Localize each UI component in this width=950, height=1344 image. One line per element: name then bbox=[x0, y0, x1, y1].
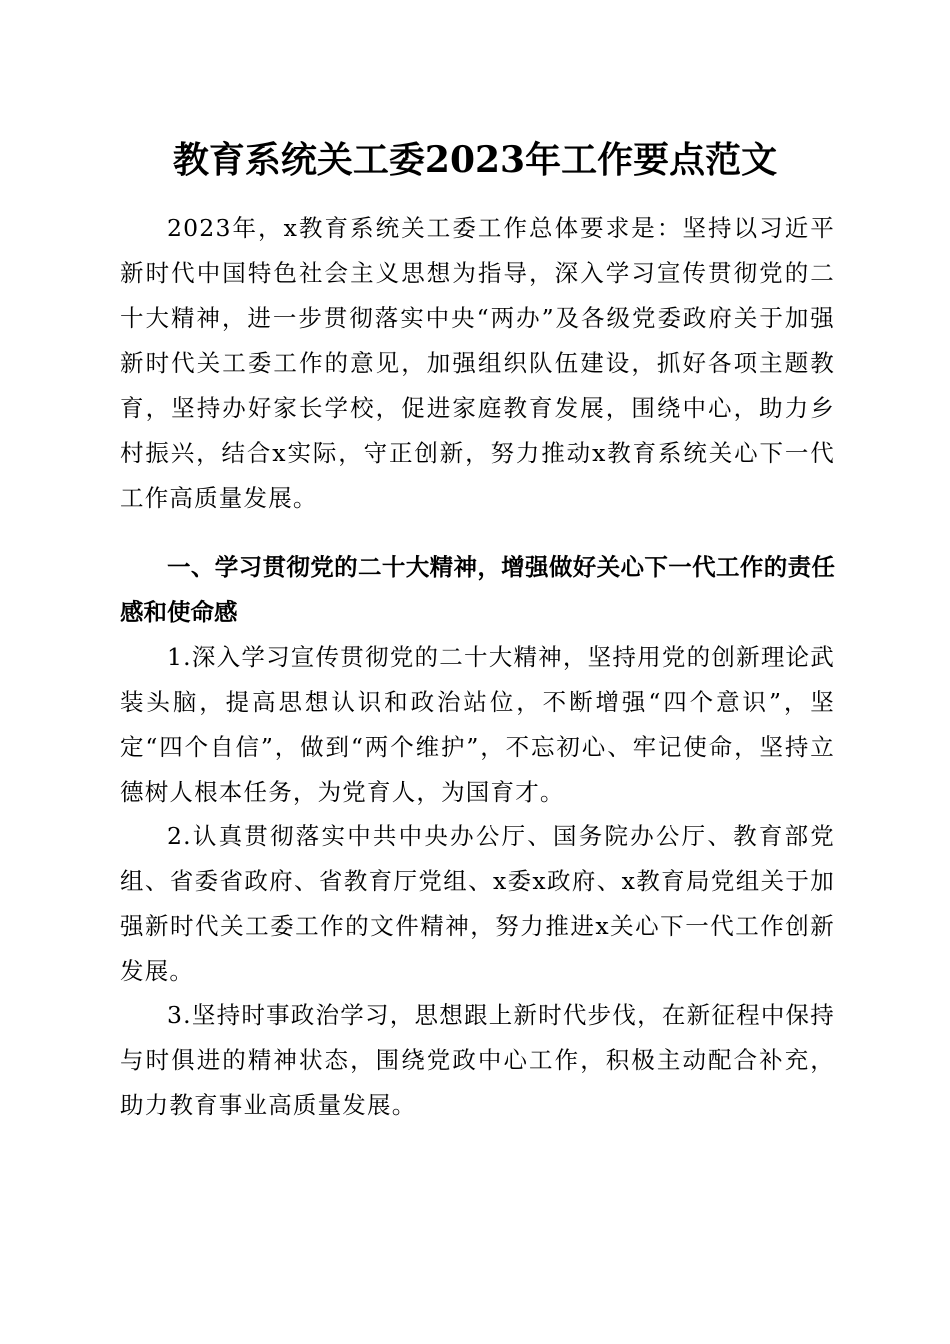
section-heading-1: 一、学习贯彻党的二十大精神，增强做好关心下一代工作的责任感和使命感 bbox=[120, 553, 835, 626]
section-1-item-1: 1.深入学习宣传贯彻党的二十大精神，坚持用党的创新理论武装头脑，提高思想认识和政治站位，不断增强“四个意识”，坚定“四个自信”，做到“两个维护”，不忘初心、牢记使命，坚持立德树人根本任务，为党育人，为国育才。 bbox=[120, 643, 835, 806]
section-1-item-2: 2.认真贯彻落实中共中央办公厅、国务院办公厅、教育部党组、省委省政府、省教育厅党组、x委x政府、x教育局党组关于加强新时代关工委工作的文件精神，努力推进x关心下一代工作创新发展。 bbox=[120, 822, 835, 985]
document-title: 教育系统关工委2023年工作要点范文 bbox=[172, 139, 778, 181]
intro-paragraph: 2023年，x教育系统关工委工作总体要求是：坚持以习近平新时代中国特色社会主义思想为指导，深入学习宣传贯彻党的二十大精神，进一步贯彻落实中央“两办”及各级党委政府关于加强新时代关工委工作的意见，加强组织队伍建设，抓好各项主题教育，坚持办好家长学校，促进家庭教育发展，围绕中心，助力乡村振兴，结合x实际，守正创新，努力推动x教育系统关心下一代工作高质量发展。 bbox=[120, 214, 835, 512]
section-1-item-3: 3.坚持时事政治学习，思想跟上新时代步伐，在新征程中保持与时俱进的精神状态，围绕党政中心工作，积极主动配合补充，助力教育事业高质量发展。 bbox=[120, 1001, 835, 1119]
